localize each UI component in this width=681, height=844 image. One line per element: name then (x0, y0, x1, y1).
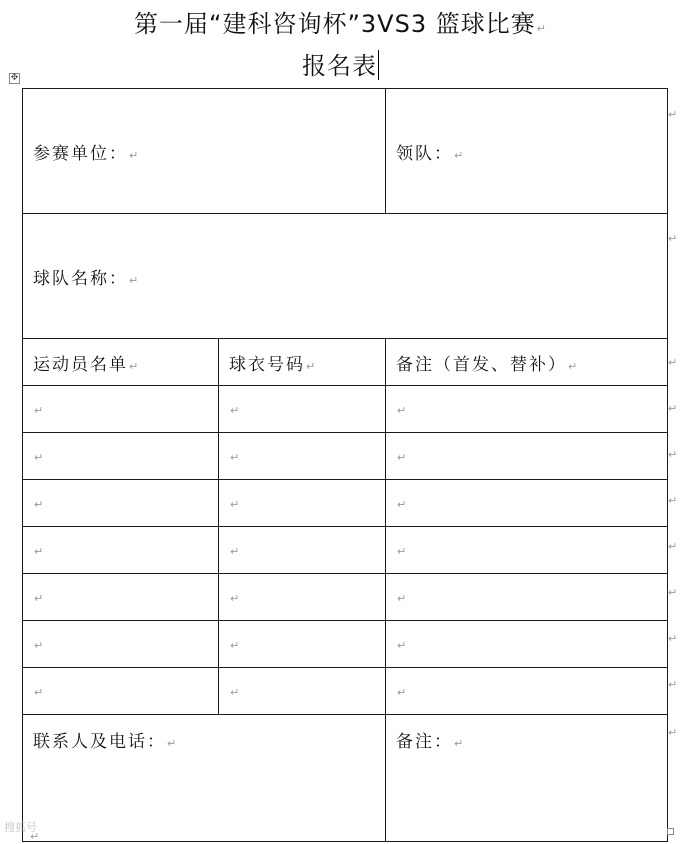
paragraph-mark-icon: ↵ (397, 592, 409, 605)
paragraph-mark-icon: ↵ (306, 359, 318, 373)
contact-label: 联系人及电话： (33, 732, 166, 752)
paragraph-mark-icon: ↵ (397, 404, 409, 417)
team-name-row (23, 214, 668, 339)
row-end-mark-icon: ↵ (668, 540, 678, 553)
paragraph-mark-icon: ↵ (397, 451, 409, 464)
remarks-cell[interactable] (386, 527, 668, 574)
player-name-cell[interactable] (23, 574, 219, 621)
jersey-number-cell[interactable] (219, 668, 386, 715)
player-row (23, 386, 668, 433)
column-header-row (23, 339, 668, 386)
unit-row (23, 89, 668, 214)
contact-row (23, 715, 668, 842)
team-name-cell[interactable] (23, 214, 668, 339)
row-end-mark-icon: ↵ (668, 402, 678, 415)
remarks-cell[interactable] (386, 433, 668, 480)
paragraph-mark-icon: ↵ (230, 498, 242, 511)
player-row (23, 527, 668, 574)
remarks-cell[interactable] (386, 621, 668, 668)
paragraph-mark-icon: ↵ (397, 498, 409, 511)
remarks-cell[interactable] (386, 574, 668, 621)
player-row (23, 621, 668, 668)
paragraph-mark-icon: ↵ (230, 686, 242, 699)
row-end-mark-icon: ↵ (668, 356, 678, 369)
row-end-mark-icon: ↵ (668, 726, 678, 739)
paragraph-mark-icon: ↵ (34, 592, 46, 605)
contact-cell[interactable] (23, 715, 386, 842)
paragraph-mark-icon: ↵ (34, 404, 46, 417)
leader-label: 领队： (396, 143, 453, 164)
player-row (23, 574, 668, 621)
paragraph-mark-icon: ↵ (230, 639, 242, 652)
player-row (23, 480, 668, 527)
remarks-cell[interactable] (386, 668, 668, 715)
paragraph-mark-icon: ↵ (230, 545, 242, 558)
player-row (23, 668, 668, 715)
player-row (23, 433, 668, 480)
remarks-cell[interactable] (386, 386, 668, 433)
leader-cell[interactable] (386, 89, 668, 214)
jersey-number-cell[interactable] (219, 621, 386, 668)
paragraph-mark-icon: ↵ (34, 686, 46, 699)
paragraph-mark-icon: ↵ (129, 359, 141, 373)
jersey-number-cell[interactable] (219, 527, 386, 574)
paragraph-mark-icon: ↵ (34, 498, 46, 511)
paragraph-mark-icon: ↵ (34, 545, 46, 558)
column-header-jersey: 球衣号码↵ (219, 339, 386, 386)
row-end-mark-icon: ↵ (668, 232, 678, 245)
paragraph-mark-icon: ↵ (129, 273, 141, 287)
table-resize-handle-icon[interactable] (667, 828, 674, 835)
row-end-mark-icon: ↵ (668, 108, 678, 121)
unit-cell[interactable] (23, 89, 386, 214)
paragraph-mark-icon: ↵ (568, 359, 580, 373)
jersey-number-cell[interactable] (219, 574, 386, 621)
paragraph-mark-icon: ↵ (30, 830, 40, 843)
row-end-mark-icon: ↵ (668, 494, 678, 507)
paragraph-mark-icon: ↵ (230, 592, 242, 605)
paragraph-mark-icon: ↵ (454, 737, 466, 750)
paragraph-mark-icon: ↵ (167, 737, 179, 750)
watermark: 搜狐号 (4, 821, 37, 834)
note-label: 备注： (396, 732, 453, 752)
player-name-cell[interactable] (23, 668, 219, 715)
row-end-mark-icon: ↵ (668, 678, 678, 691)
paragraph-mark-icon: ↵ (397, 639, 409, 652)
document-title: 第一届“建科咨询杯”3VS3 篮球比赛↵ (134, 10, 547, 38)
paragraph-mark-icon: ↵ (230, 451, 242, 464)
paragraph-mark-icon: ↵ (397, 686, 409, 699)
row-end-mark-icon: ↵ (668, 448, 678, 461)
paragraph-mark-icon: ↵ (397, 545, 409, 558)
player-name-cell[interactable] (23, 527, 219, 574)
paragraph-mark-icon: ↵ (454, 148, 466, 162)
column-header-players: 运动员名单↵ (23, 339, 219, 386)
paragraph-mark-icon: ↵ (536, 22, 547, 35)
jersey-number-cell[interactable] (219, 480, 386, 527)
text-cursor (378, 50, 379, 80)
row-end-mark-icon: ↵ (668, 586, 678, 599)
player-name-cell[interactable] (23, 480, 219, 527)
unit-label: 参赛单位： (33, 143, 128, 164)
table-move-handle-icon[interactable]: ✥ (10, 73, 19, 83)
registration-table (22, 88, 668, 842)
jersey-number-cell[interactable] (219, 433, 386, 480)
paragraph-mark-icon: ↵ (129, 148, 141, 162)
paragraph-mark-icon: ↵ (230, 404, 242, 417)
row-end-mark-icon: ↵ (668, 632, 678, 645)
document-subtitle: 报名表 (302, 52, 377, 80)
remarks-cell[interactable] (386, 480, 668, 527)
jersey-number-cell[interactable] (219, 386, 386, 433)
paragraph-mark-icon: ↵ (34, 639, 46, 652)
player-name-cell[interactable] (23, 621, 219, 668)
team-name-label: 球队名称： (33, 268, 128, 289)
column-header-remarks: 备注（首发、替补）↵ (386, 339, 668, 386)
note-cell[interactable] (386, 715, 668, 842)
player-name-cell[interactable] (23, 433, 219, 480)
player-name-cell[interactable] (23, 386, 219, 433)
paragraph-mark-icon: ↵ (34, 451, 46, 464)
